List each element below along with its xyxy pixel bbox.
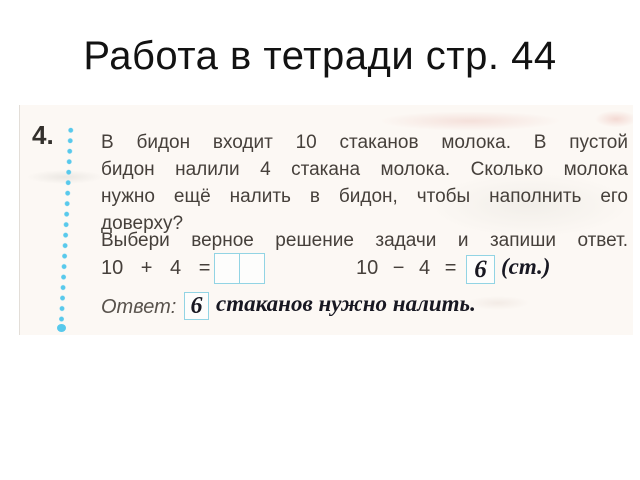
dotted-divider (57, 125, 75, 323)
answer-label: Ответ: (101, 296, 177, 318)
addition-answer-boxes (214, 253, 265, 284)
workbook-scan (19, 105, 633, 335)
equation-subtraction-expression: 10 − 4 = (356, 257, 457, 279)
equation-addition-expression: 10 + 4 = (101, 257, 211, 279)
problem-line: нужно ещё налить в бидон, чтобы наполнить его (101, 186, 628, 207)
slide-title: Работа в тетради стр. 44 (83, 34, 557, 78)
answer-boxed-value: 6 (190, 292, 203, 319)
answer-cell (214, 253, 240, 284)
answer-text: стаканов нужно налить. (216, 291, 476, 316)
subtraction-answer-value: 6 (474, 255, 487, 283)
problem-text (101, 129, 628, 237)
problem-line: доверху? (101, 213, 184, 234)
problem-line: бидон налили 4 стакана молока. Сколько молока (101, 159, 628, 180)
answer-value-box (184, 292, 209, 320)
subtraction-answer-unit: (ст.) (501, 254, 551, 279)
dotted-divider-end-dot (57, 324, 66, 332)
subtraction-answer-box (466, 255, 495, 284)
exercise-number: 4. (32, 120, 54, 150)
problem-line: В бидон входит 10 стаканов молока. В пустой (101, 132, 628, 153)
instruction-text: Выбери верное решение задачи и запиши ответ. (101, 230, 628, 251)
answer-cell (240, 253, 265, 284)
